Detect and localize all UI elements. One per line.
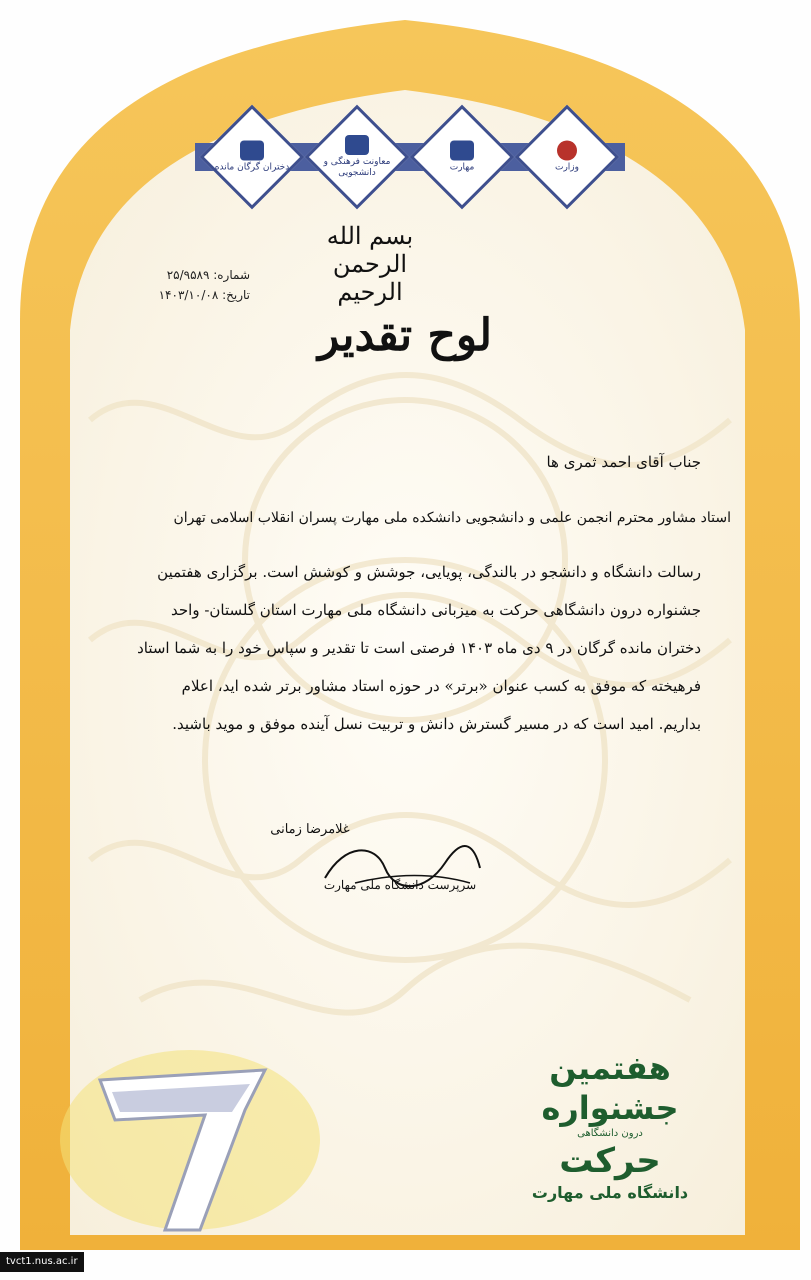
signatory-name: غلامرضا زمانی [270,822,350,837]
recipient-role: استاد مشاور محترم انجمن علمی و دانشجویی دانشکده ملی مهارت پسران انقلاب اسلامی تهران [173,510,731,526]
university-logo: مهارت [410,105,515,210]
certificate-title: لوح تقدیر [318,310,492,361]
book-icon [345,135,369,155]
body-line: بداریم. امید است که در مسیر گسترش دانش و تربیت نسل آینده موفق و موید باشید. [172,715,701,733]
body-line: جشنواره درون دانشگاهی حرکت به میزبانی دانشگاه ملی مهارت استان گلستان- واحد [171,601,701,619]
university-icon [450,141,474,161]
school-icon [240,141,264,161]
festival-line-1: هفتمین [549,1049,671,1087]
festival-line-3: حرکت [559,1141,661,1181]
mandeh-school-logo: دختران گرگان مانده [200,105,305,210]
festival-university: دانشگاه ملی مهارت [531,1183,689,1202]
letter-date: تاریخ: ۱۴۰۳/۱۰/۰۸ [158,288,250,302]
letter-number: شماره: ۲۵/۹۵۸۹ [166,268,250,282]
site-watermark: tvct1.nus.ac.ir [0,1252,84,1272]
emblem-icon [557,141,577,161]
festival-logo [490,1048,730,1204]
body-line: فرهیخته که موفق به کسب عنوان «برتر» در حوزه استاد مشاور برتر شده اید، اعلام [181,677,701,695]
signatory-title: سرپرست دانشگاه ملی مهارت [323,878,477,892]
body-line: دختران مانده گرگان در ۹ دی ماه ۱۴۰۳ فرصتی است تا تقدیر و سپاس خود را به شما استاد [137,639,701,657]
recipient-name: جناب آقای احمد ثمری ها [546,453,701,471]
festival-subtitle: درون دانشگاهی [577,1128,643,1139]
body-line: رسالت دانشگاه و دانشجو در بالندگی، پویایی، جوشش و کوشش است. برگزاری هفتمین [157,563,701,581]
cultural-deputy-logo: معاونت فرهنگی و دانشجویی [305,105,410,210]
iran-emblem-logo: وزارت [515,105,620,210]
festival-line-2: جشنواره [541,1089,679,1127]
bismillah-calligraphy: بسم الله الرحمن الرحیم [326,222,414,306]
